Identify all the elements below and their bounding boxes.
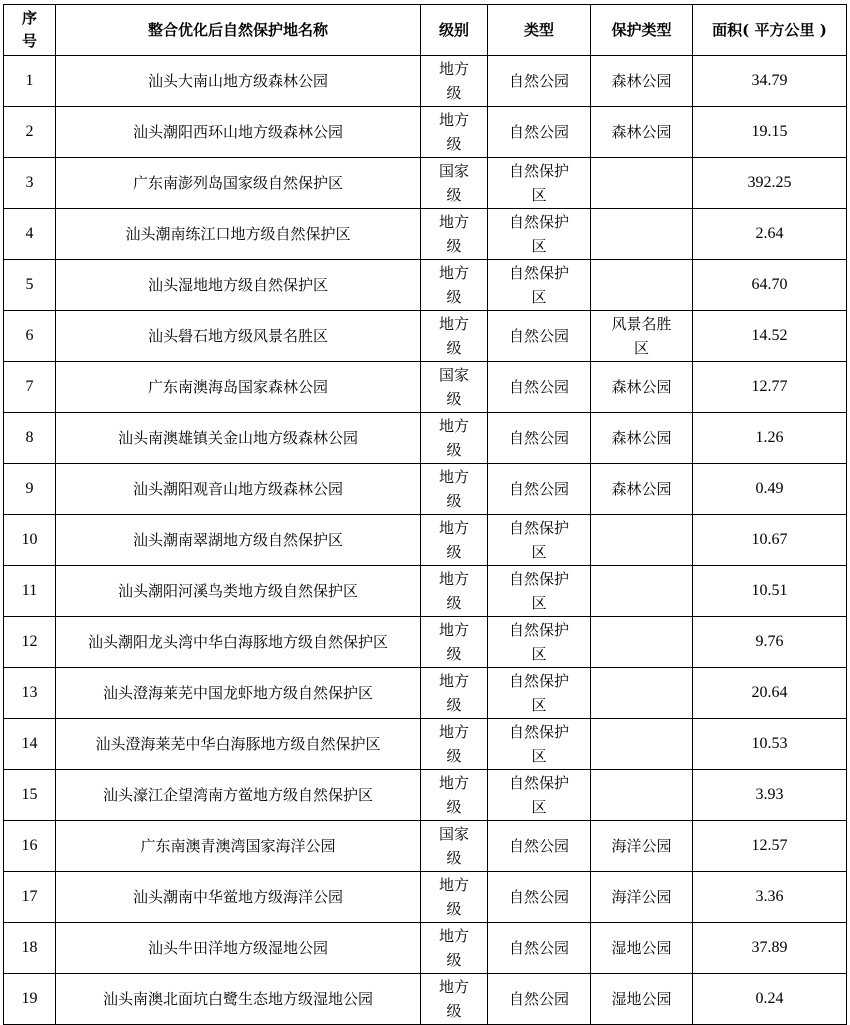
cell-name: 汕头潮南练江口地方级自然保护区: [56, 209, 421, 260]
cell-name: 汕头潮阳龙头湾中华白海豚地方级自然保护区: [56, 617, 421, 668]
cell-level: 地方级: [421, 770, 488, 821]
cell-level: 地方级: [421, 464, 488, 515]
cell-type: 自然保护区: [488, 515, 591, 566]
cell-level: 国家级: [421, 821, 488, 872]
cell-area: 0.24: [693, 974, 847, 1025]
table-row: [4, 515, 847, 566]
cell-level: 地方级: [421, 668, 488, 719]
cell-protection-type: [591, 515, 693, 566]
table-row: [4, 872, 847, 923]
cell-type: 自然保护区: [488, 158, 591, 209]
table-row: [4, 209, 847, 260]
cell-area: 10.51: [693, 566, 847, 617]
cell-name: 汕头南澳雄镇关金山地方级森林公园: [56, 413, 421, 464]
table-body: [4, 56, 847, 1025]
cell-area: 10.67: [693, 515, 847, 566]
table-row: [4, 464, 847, 515]
cell-name: 广东南澎列岛国家级自然保护区: [56, 158, 421, 209]
header-type: 类型: [488, 5, 591, 56]
cell-index: 1: [4, 56, 56, 107]
cell-index: 3: [4, 158, 56, 209]
cell-area: 0.49: [693, 464, 847, 515]
cell-type: 自然保护区: [488, 209, 591, 260]
cell-index: 6: [4, 311, 56, 362]
cell-type: 自然公园: [488, 413, 591, 464]
cell-type: 自然保护区: [488, 719, 591, 770]
cell-level: 地方级: [421, 260, 488, 311]
table-row: [4, 617, 847, 668]
cell-index: 7: [4, 362, 56, 413]
table-row: [4, 158, 847, 209]
cell-area: 37.89: [693, 923, 847, 974]
header-row: [4, 5, 847, 56]
cell-protection-type: [591, 260, 693, 311]
cell-level: 地方级: [421, 413, 488, 464]
cell-index: 4: [4, 209, 56, 260]
protected-areas-table: [3, 4, 847, 1025]
cell-level: 地方级: [421, 209, 488, 260]
cell-name: 汕头南澳北面坑白鹭生态地方级湿地公园: [56, 974, 421, 1025]
cell-area: 14.52: [693, 311, 847, 362]
cell-area: 12.77: [693, 362, 847, 413]
table-row: [4, 260, 847, 311]
cell-protection-type: [591, 158, 693, 209]
cell-name: 汕头大南山地方级森林公园: [56, 56, 421, 107]
cell-protection-type: 湿地公园: [591, 974, 693, 1025]
cell-type: 自然公园: [488, 362, 591, 413]
cell-index: 8: [4, 413, 56, 464]
cell-index: 17: [4, 872, 56, 923]
cell-index: 5: [4, 260, 56, 311]
cell-type: 自然公园: [488, 821, 591, 872]
cell-area: 9.76: [693, 617, 847, 668]
cell-level: 地方级: [421, 56, 488, 107]
table-row: [4, 923, 847, 974]
cell-name: 汕头澄海莱芜中华白海豚地方级自然保护区: [56, 719, 421, 770]
cell-type: 自然公园: [488, 923, 591, 974]
header-name: 整合优化后自然保护地名称: [56, 5, 421, 56]
cell-protection-type: 风景名胜区: [591, 311, 693, 362]
cell-area: 19.15: [693, 107, 847, 158]
cell-type: 自然公园: [488, 56, 591, 107]
cell-protection-type: 森林公园: [591, 56, 693, 107]
cell-index: 15: [4, 770, 56, 821]
cell-index: 10: [4, 515, 56, 566]
cell-type: 自然公园: [488, 464, 591, 515]
cell-level: 地方级: [421, 566, 488, 617]
cell-area: 34.79: [693, 56, 847, 107]
cell-index: 2: [4, 107, 56, 158]
cell-protection-type: [591, 209, 693, 260]
cell-index: 16: [4, 821, 56, 872]
cell-level: 地方级: [421, 923, 488, 974]
cell-protection-type: [591, 617, 693, 668]
cell-area: 10.53: [693, 719, 847, 770]
cell-name: 汕头潮南中华鲎地方级海洋公园: [56, 872, 421, 923]
cell-protection-type: [591, 668, 693, 719]
table-row: [4, 974, 847, 1025]
table-row: [4, 566, 847, 617]
cell-name: 汕头潮阳西环山地方级森林公园: [56, 107, 421, 158]
cell-protection-type: 湿地公园: [591, 923, 693, 974]
cell-index: 11: [4, 566, 56, 617]
cell-index: 9: [4, 464, 56, 515]
cell-index: 18: [4, 923, 56, 974]
cell-protection-type: 海洋公园: [591, 821, 693, 872]
cell-level: 地方级: [421, 872, 488, 923]
cell-type: 自然保护区: [488, 566, 591, 617]
cell-type: 自然保护区: [488, 260, 591, 311]
cell-area: 392.25: [693, 158, 847, 209]
cell-type: 自然保护区: [488, 668, 591, 719]
cell-type: 自然公园: [488, 974, 591, 1025]
cell-protection-type: 森林公园: [591, 362, 693, 413]
cell-protection-type: 森林公园: [591, 107, 693, 158]
cell-name: 汕头礐石地方级风景名胜区: [56, 311, 421, 362]
cell-area: 2.64: [693, 209, 847, 260]
cell-area: 3.93: [693, 770, 847, 821]
cell-type: 自然公园: [488, 872, 591, 923]
table-row: [4, 362, 847, 413]
header-level: 级别: [421, 5, 488, 56]
cell-area: 20.64: [693, 668, 847, 719]
cell-name: 汕头濠江企望湾南方鲎地方级自然保护区: [56, 770, 421, 821]
cell-area: 64.70: [693, 260, 847, 311]
cell-index: 13: [4, 668, 56, 719]
cell-type: 自然保护区: [488, 770, 591, 821]
cell-protection-type: 森林公园: [591, 464, 693, 515]
cell-protection-type: [591, 566, 693, 617]
cell-protection-type: [591, 719, 693, 770]
cell-name: 广东南澳海岛国家森林公园: [56, 362, 421, 413]
cell-name: 汕头澄海莱芜中国龙虾地方级自然保护区: [56, 668, 421, 719]
cell-level: 地方级: [421, 617, 488, 668]
cell-level: 地方级: [421, 311, 488, 362]
table-row: [4, 311, 847, 362]
cell-area: 1.26: [693, 413, 847, 464]
header-index: 序号: [4, 5, 56, 56]
cell-type: 自然公园: [488, 311, 591, 362]
cell-area: 3.36: [693, 872, 847, 923]
table-row: [4, 668, 847, 719]
cell-name: 汕头牛田洋地方级湿地公园: [56, 923, 421, 974]
cell-protection-type: [591, 770, 693, 821]
cell-type: 自然保护区: [488, 617, 591, 668]
cell-area: 12.57: [693, 821, 847, 872]
cell-index: 19: [4, 974, 56, 1025]
cell-level: 地方级: [421, 515, 488, 566]
cell-name: 广东南澳青澳湾国家海洋公园: [56, 821, 421, 872]
table-row: [4, 56, 847, 107]
cell-name: 汕头潮阳河溪鸟类地方级自然保护区: [56, 566, 421, 617]
cell-type: 自然公园: [488, 107, 591, 158]
table-row: [4, 107, 847, 158]
table-header: [4, 5, 847, 56]
cell-name: 汕头潮南翠湖地方级自然保护区: [56, 515, 421, 566]
cell-name: 汕头湿地地方级自然保护区: [56, 260, 421, 311]
header-protection-type: 保护类型: [591, 5, 693, 56]
header-area: 面积( 平方公里 ): [693, 5, 847, 56]
cell-name: 汕头潮阳观音山地方级森林公园: [56, 464, 421, 515]
cell-protection-type: 森林公园: [591, 413, 693, 464]
cell-index: 12: [4, 617, 56, 668]
table-row: [4, 770, 847, 821]
table-row: [4, 821, 847, 872]
cell-level: 地方级: [421, 719, 488, 770]
table-row: [4, 413, 847, 464]
cell-level: 地方级: [421, 974, 488, 1025]
cell-protection-type: 海洋公园: [591, 872, 693, 923]
cell-index: 14: [4, 719, 56, 770]
cell-level: 国家级: [421, 158, 488, 209]
cell-level: 国家级: [421, 362, 488, 413]
table-row: [4, 719, 847, 770]
cell-level: 地方级: [421, 107, 488, 158]
